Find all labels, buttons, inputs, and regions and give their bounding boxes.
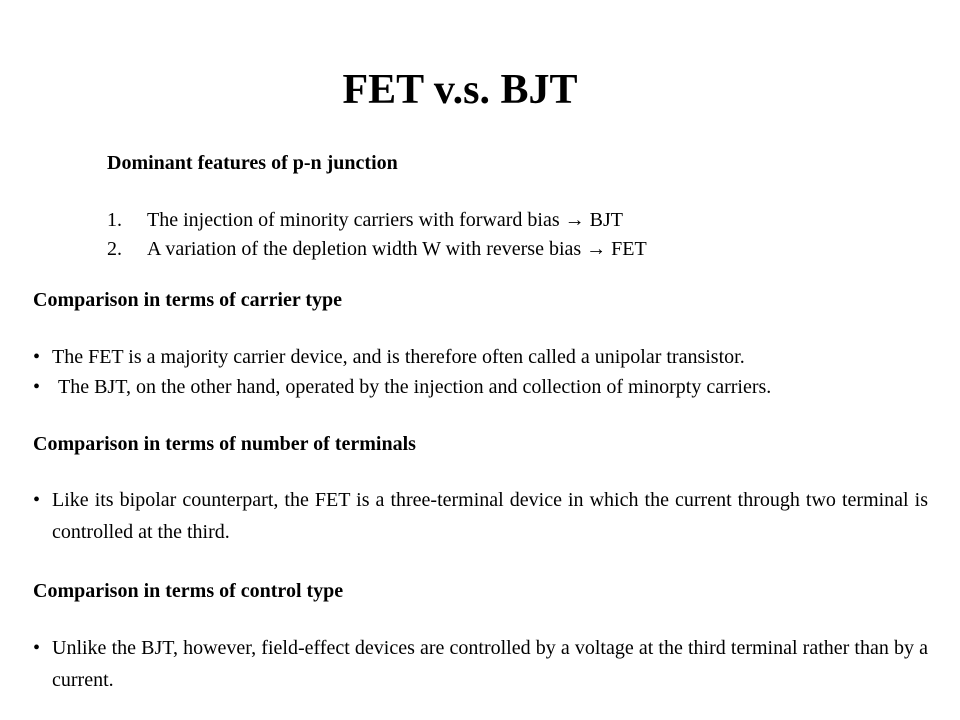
control-type-heading: Comparison in terms of control type (33, 580, 344, 602)
pn-item-1-number: 1. (107, 209, 122, 231)
carrier-bullet-2: The BJT, on the other hand, operated by the injection and collection of minorpty carriers. (58, 376, 772, 398)
bullet-marker: • (33, 376, 41, 398)
carrier-type-heading: Comparison in terms of carrier type (33, 289, 343, 311)
pn-item-2 (107, 238, 647, 261)
pn-junction-heading: Dominant features of p-n junction (107, 152, 398, 174)
terminals-bullet-1: Like its bipolar counterpart, the FET is a three-terminal device in which the current through two terminal is controlled at the third. (52, 489, 928, 543)
bullet-marker: • (33, 489, 41, 511)
carrier-bullet-1: The FET is a majority carrier device, and is therefore often called a unipolar transistor. (52, 346, 745, 368)
control-bullet-1: Unlike the BJT, however, field-effect devices are controlled by a voltage at the third terminal rather than by a current. (52, 637, 928, 691)
pn-item-2-text: A variation of the depletion width W with reverse bias → FET (147, 238, 647, 260)
bullet-marker: • (33, 637, 41, 659)
terminals-heading: Comparison in terms of number of terminals (33, 433, 416, 455)
pn-item-1-text: The injection of minority carriers with forward bias → BJT (147, 209, 623, 231)
bullet-marker: • (33, 346, 41, 368)
pn-item-2-number: 2. (107, 238, 122, 260)
pn-item-1 (107, 209, 623, 232)
slide-title: FET v.s. BJT (342, 67, 578, 113)
